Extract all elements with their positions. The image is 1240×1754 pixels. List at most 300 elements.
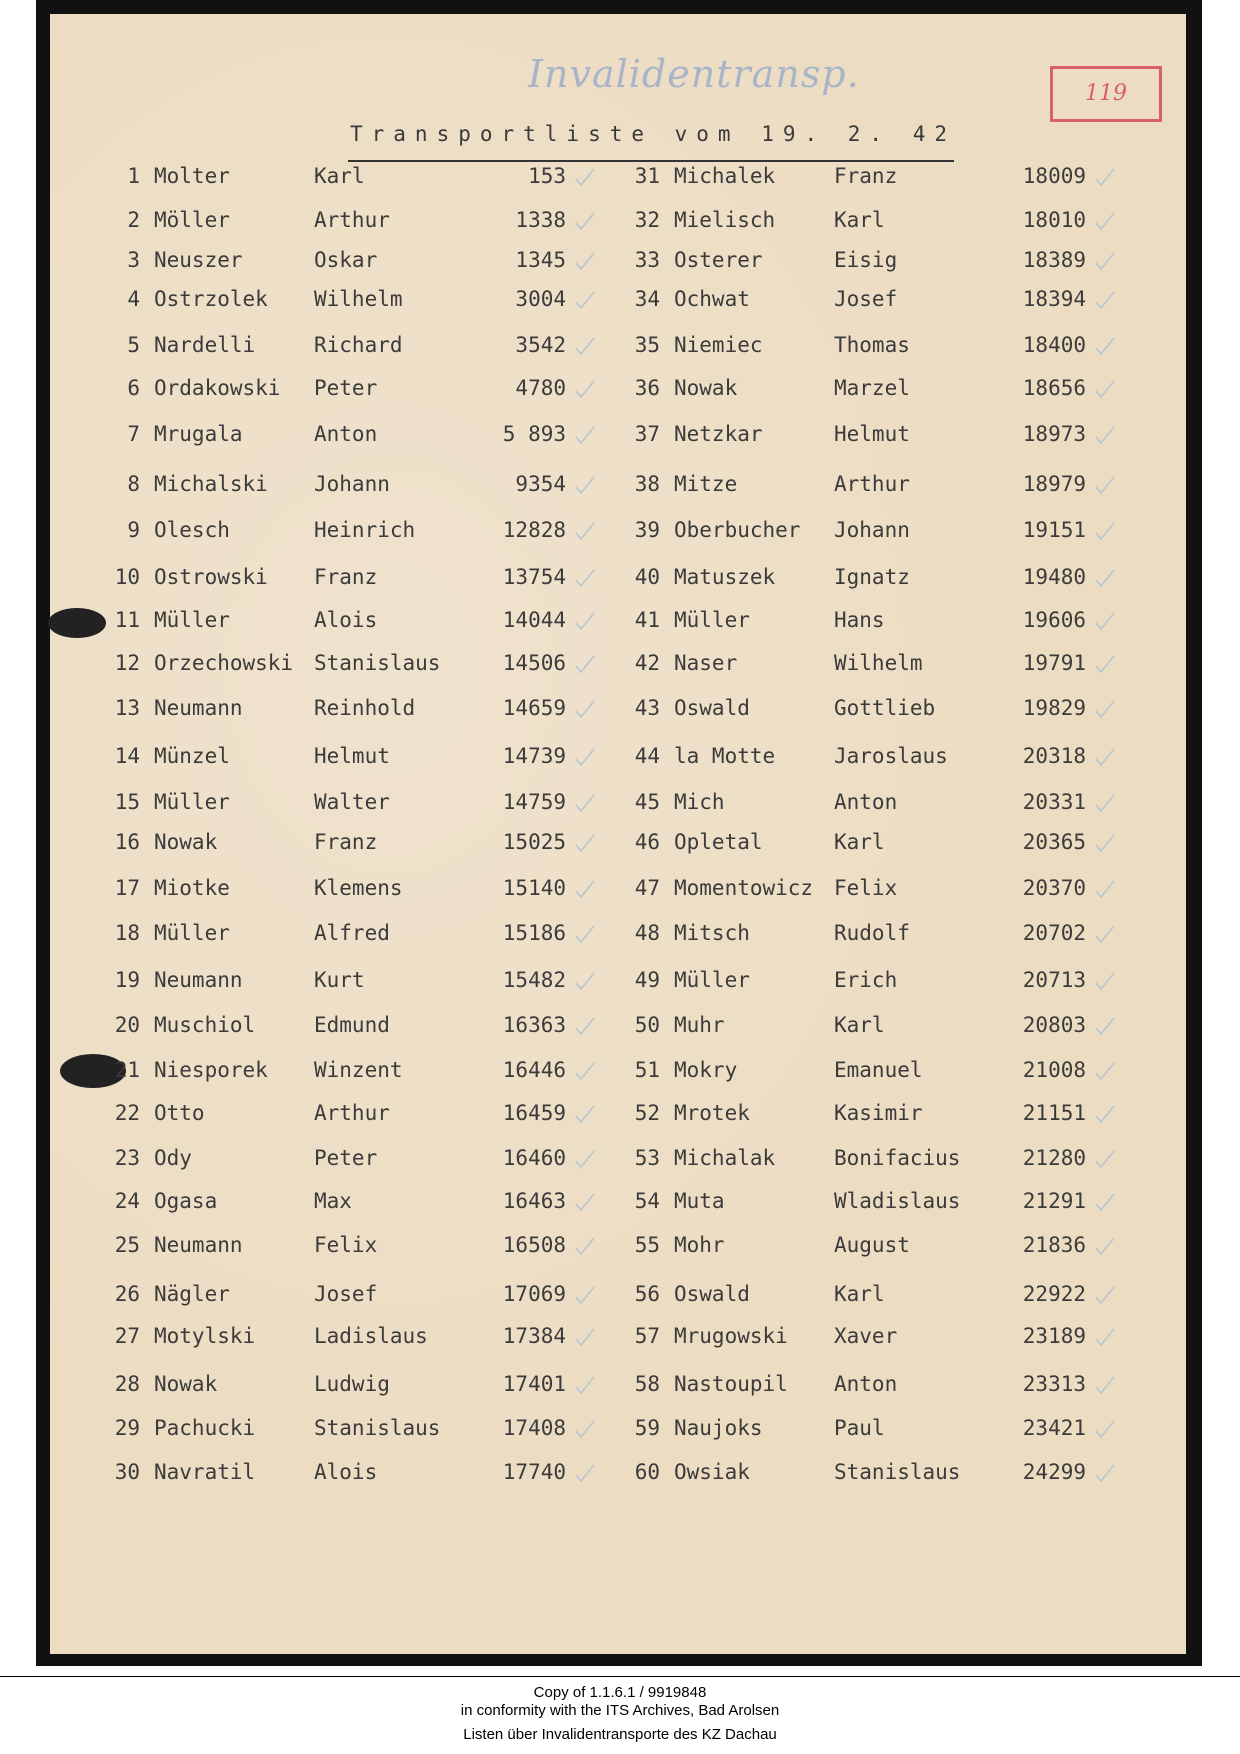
entry-surname: Owsiak: [674, 1460, 750, 1484]
list-entry: [100, 790, 620, 820]
entry-prisoner-number: 18009: [1022, 164, 1086, 188]
list-entry: [620, 1058, 1140, 1088]
list-entry: [100, 1058, 620, 1088]
list-entry: [620, 876, 1140, 906]
entry-prisoner-number: 18389: [1022, 248, 1086, 272]
entry-surname: Mrugowski: [674, 1324, 788, 1348]
entry-firstname: Oskar: [314, 248, 378, 272]
list-entry: [100, 208, 620, 238]
entry-surname: Ostrowski: [154, 565, 268, 589]
entry-prisoner-number: 20713: [1022, 968, 1086, 992]
entry-surname: Mohr: [674, 1233, 725, 1257]
entry-number: 26: [114, 1282, 140, 1306]
entry-firstname: Winzent: [314, 1058, 403, 1082]
list-entry: [620, 608, 1140, 638]
entry-firstname: Wilhelm: [834, 651, 923, 675]
list-entry: [100, 472, 620, 502]
list-entry: [100, 1146, 620, 1176]
entry-prisoner-number: 14506: [502, 651, 566, 675]
check-mark-icon: [574, 474, 596, 496]
entry-surname: Neuszer: [154, 248, 243, 272]
entry-firstname: Arthur: [834, 472, 910, 496]
check-mark-icon: [1094, 792, 1116, 814]
list-entry: [100, 744, 620, 774]
list-entry: [620, 1233, 1140, 1263]
entry-surname: Ostrzolek: [154, 287, 268, 311]
entry-prisoner-number: 21008: [1022, 1058, 1086, 1082]
entry-prisoner-number: 16463: [502, 1189, 566, 1213]
entry-firstname: Franz: [314, 565, 378, 589]
list-entry: [620, 1013, 1140, 1043]
list-entry: [620, 376, 1140, 406]
entry-prisoner-number: 16508: [502, 1233, 566, 1257]
entry-surname: Münzel: [154, 744, 230, 768]
entry-prisoner-number: 15140: [502, 876, 566, 900]
list-entry: [620, 472, 1140, 502]
entry-number: 34: [634, 287, 660, 311]
entry-prisoner-number: 16460: [502, 1146, 566, 1170]
check-mark-icon: [574, 210, 596, 232]
entry-number: 24: [114, 1189, 140, 1213]
check-mark-icon: [1094, 335, 1116, 357]
check-mark-icon: [574, 520, 596, 542]
entry-firstname: Karl: [834, 1013, 885, 1037]
entry-surname: Mrugala: [154, 422, 243, 446]
entry-firstname: Jaroslaus: [834, 744, 948, 768]
entry-prisoner-number: 5 893: [502, 422, 566, 446]
entry-prisoner-number: 15186: [502, 921, 566, 945]
entry-prisoner-number: 21151: [1022, 1101, 1086, 1125]
entry-firstname: Johann: [314, 472, 390, 496]
footer-conformity: in conformity with the ITS Archives, Bad Arolsen: [460, 1702, 780, 1719]
check-mark-icon: [1094, 210, 1116, 232]
entry-prisoner-number: 13754: [502, 565, 566, 589]
entry-number: 30: [114, 1460, 140, 1484]
list-entry: [100, 422, 620, 452]
entry-surname: Opletal: [674, 830, 763, 854]
entry-number: 50: [634, 1013, 660, 1037]
entry-prisoner-number: 19606: [1022, 608, 1086, 632]
entry-surname: Niemiec: [674, 333, 763, 357]
entry-number: 49: [634, 968, 660, 992]
entry-firstname: Karl: [834, 208, 885, 232]
footer-collection: Listen über Invalidentransporte des KZ Dachau: [463, 1726, 777, 1743]
entry-number: 44: [634, 744, 660, 768]
list-entry: [100, 1233, 620, 1263]
entry-number: 51: [634, 1058, 660, 1082]
entry-prisoner-number: 23313: [1022, 1372, 1086, 1396]
list-entry: [100, 968, 620, 998]
entry-prisoner-number: 19151: [1022, 518, 1086, 542]
entry-firstname: Felix: [834, 876, 898, 900]
entry-prisoner-number: 18400: [1022, 333, 1086, 357]
entry-number: 37: [634, 422, 660, 446]
entry-number: 11: [114, 608, 140, 632]
entry-number: 25: [114, 1233, 140, 1257]
list-entry: [100, 333, 620, 363]
list-entry: [620, 422, 1140, 452]
entry-number: 10: [114, 565, 140, 589]
entry-firstname: Thomas: [834, 333, 910, 357]
check-mark-icon: [574, 335, 596, 357]
entry-firstname: Paul: [834, 1416, 885, 1440]
entry-prisoner-number: 153: [528, 164, 566, 188]
check-mark-icon: [1094, 1374, 1116, 1396]
entry-prisoner-number: 19791: [1022, 651, 1086, 675]
entry-prisoner-number: 9354: [515, 472, 566, 496]
entry-firstname: Franz: [834, 164, 898, 188]
entry-surname: Mitsch: [674, 921, 750, 945]
footer-copy-ref: Copy of 1.1.6.1 / 9919848: [533, 1684, 707, 1701]
list-entry: [620, 968, 1140, 998]
entry-firstname: Helmut: [314, 744, 390, 768]
check-mark-icon: [574, 698, 596, 720]
entry-firstname: Stanislaus: [314, 651, 441, 675]
entry-prisoner-number: 18394: [1022, 287, 1086, 311]
entry-prisoner-number: 18656: [1022, 376, 1086, 400]
list-entry: [100, 1460, 620, 1490]
entry-firstname: Karl: [314, 164, 365, 188]
check-mark-icon: [1094, 1015, 1116, 1037]
entry-prisoner-number: 3004: [515, 287, 566, 311]
entry-firstname: Karl: [834, 1282, 885, 1306]
check-mark-icon: [1094, 653, 1116, 675]
entry-surname: Netzkar: [674, 422, 763, 446]
entry-surname: Michalek: [674, 164, 776, 188]
check-mark-icon: [1094, 1148, 1116, 1170]
list-entry: [100, 565, 620, 595]
entry-number: 29: [114, 1416, 140, 1440]
entry-prisoner-number: 15482: [502, 968, 566, 992]
entry-firstname: Ladislaus: [314, 1324, 428, 1348]
entry-number: 35: [634, 333, 660, 357]
entry-firstname: Peter: [314, 1146, 378, 1170]
entry-surname: Nägler: [154, 1282, 230, 1306]
check-mark-icon: [574, 1418, 596, 1440]
entry-firstname: Anton: [314, 422, 378, 446]
entry-surname: Momentowicz: [674, 876, 814, 900]
check-mark-icon: [1094, 1284, 1116, 1306]
check-mark-icon: [1094, 1060, 1116, 1082]
entry-surname: Navratil: [154, 1460, 256, 1484]
entry-firstname: Franz: [314, 830, 378, 854]
check-mark-icon: [574, 878, 596, 900]
entry-firstname: Emanuel: [834, 1058, 923, 1082]
entry-number: 17: [114, 876, 140, 900]
footer-divider: [0, 1676, 1240, 1677]
check-mark-icon: [1094, 474, 1116, 496]
entry-surname: Mitze: [674, 472, 738, 496]
entry-prisoner-number: 21836: [1022, 1233, 1086, 1257]
list-entry: [100, 1189, 620, 1219]
entry-surname: Muta: [674, 1189, 725, 1213]
entry-firstname: Josef: [314, 1282, 378, 1306]
list-entry: [100, 287, 620, 317]
check-mark-icon: [1094, 1462, 1116, 1484]
entry-number: 22: [114, 1101, 140, 1125]
list-entry: [100, 1101, 620, 1131]
entry-surname: Nowak: [154, 830, 218, 854]
list-entry: [100, 696, 620, 726]
entry-firstname: Reinhold: [314, 696, 416, 720]
entry-surname: Oswald: [674, 1282, 750, 1306]
check-mark-icon: [1094, 746, 1116, 768]
entry-prisoner-number: 23421: [1022, 1416, 1086, 1440]
entry-surname: Pachucki: [154, 1416, 256, 1440]
entry-surname: Nowak: [154, 1372, 218, 1396]
list-entry: [100, 1324, 620, 1354]
entry-prisoner-number: 18973: [1022, 422, 1086, 446]
entry-prisoner-number: 16446: [502, 1058, 566, 1082]
list-entry: [620, 287, 1140, 317]
entry-firstname: Edmund: [314, 1013, 390, 1037]
entry-number: 45: [634, 790, 660, 814]
entry-prisoner-number: 18010: [1022, 208, 1086, 232]
check-mark-icon: [574, 289, 596, 311]
list-entry: [100, 1282, 620, 1312]
entry-surname: Nastoupil: [674, 1372, 788, 1396]
list-entry: [620, 1372, 1140, 1402]
list-entry: [620, 333, 1140, 363]
entry-surname: Mielisch: [674, 208, 776, 232]
check-mark-icon: [574, 567, 596, 589]
list-entry: [100, 248, 620, 278]
entry-prisoner-number: 20365: [1022, 830, 1086, 854]
entry-firstname: Max: [314, 1189, 352, 1213]
entry-surname: Oberbucher: [674, 518, 801, 542]
entry-surname: Olesch: [154, 518, 230, 542]
entry-surname: Muschiol: [154, 1013, 256, 1037]
entry-number: 42: [634, 651, 660, 675]
entry-number: 43: [634, 696, 660, 720]
entry-prisoner-number: 20318: [1022, 744, 1086, 768]
check-mark-icon: [574, 378, 596, 400]
list-entry: [620, 1101, 1140, 1131]
check-mark-icon: [1094, 424, 1116, 446]
entry-number: 19: [114, 968, 140, 992]
entry-surname: Oswald: [674, 696, 750, 720]
check-mark-icon: [574, 792, 596, 814]
entry-surname: Matuszek: [674, 565, 776, 589]
entry-surname: Nardelli: [154, 333, 256, 357]
list-entry: [100, 1013, 620, 1043]
entry-number: 27: [114, 1324, 140, 1348]
check-mark-icon: [574, 1103, 596, 1125]
entry-number: 59: [634, 1416, 660, 1440]
entry-surname: Mrotek: [674, 1101, 750, 1125]
entry-surname: Niesporek: [154, 1058, 268, 1082]
entry-firstname: Ludwig: [314, 1372, 390, 1396]
list-entry: [620, 1416, 1140, 1446]
entry-firstname: Arthur: [314, 1101, 390, 1125]
entry-firstname: Eisig: [834, 248, 898, 272]
entry-firstname: Gottlieb: [834, 696, 936, 720]
entry-number: 6: [127, 376, 140, 400]
check-mark-icon: [1094, 1235, 1116, 1257]
entry-prisoner-number: 20803: [1022, 1013, 1086, 1037]
check-mark-icon: [574, 250, 596, 272]
entry-firstname: August: [834, 1233, 910, 1257]
entry-firstname: Felix: [314, 1233, 378, 1257]
list-entry: [620, 1282, 1140, 1312]
check-mark-icon: [574, 970, 596, 992]
entry-firstname: Walter: [314, 790, 390, 814]
entry-surname: Osterer: [674, 248, 763, 272]
entry-firstname: Wilhelm: [314, 287, 403, 311]
entry-surname: Mokry: [674, 1058, 738, 1082]
check-mark-icon: [574, 1235, 596, 1257]
list-entry: [620, 1189, 1140, 1219]
entry-number: 57: [634, 1324, 660, 1348]
list-entry: [620, 518, 1140, 548]
check-mark-icon: [574, 1148, 596, 1170]
entry-firstname: Alfred: [314, 921, 390, 945]
entry-number: 23: [114, 1146, 140, 1170]
entry-prisoner-number: 3542: [515, 333, 566, 357]
check-mark-icon: [1094, 250, 1116, 272]
entry-number: 60: [634, 1460, 660, 1484]
entry-number: 16: [114, 830, 140, 854]
document-page: [50, 14, 1186, 1654]
entry-firstname: Alois: [314, 608, 378, 632]
list-entry: [100, 608, 620, 638]
check-mark-icon: [574, 610, 596, 632]
entry-prisoner-number: 17740: [502, 1460, 566, 1484]
entry-firstname: Marzel: [834, 376, 910, 400]
entry-number: 52: [634, 1101, 660, 1125]
entry-number: 32: [634, 208, 660, 232]
entry-number: 9: [127, 518, 140, 542]
entry-prisoner-number: 1338: [515, 208, 566, 232]
list-entry: [620, 830, 1140, 860]
list-entry: [620, 651, 1140, 681]
entry-prisoner-number: 1345: [515, 248, 566, 272]
list-entry: [620, 565, 1140, 595]
entry-prisoner-number: 19480: [1022, 565, 1086, 589]
check-mark-icon: [574, 653, 596, 675]
list-entry: [620, 1146, 1140, 1176]
entry-prisoner-number: 20331: [1022, 790, 1086, 814]
entry-surname: Michalak: [674, 1146, 776, 1170]
entry-surname: Naujoks: [674, 1416, 763, 1440]
entry-firstname: Klemens: [314, 876, 403, 900]
list-entry: [100, 518, 620, 548]
entry-prisoner-number: 4780: [515, 376, 566, 400]
entry-prisoner-number: 14659: [502, 696, 566, 720]
list-entry: [620, 248, 1140, 278]
entry-number: 8: [127, 472, 140, 496]
check-mark-icon: [574, 1191, 596, 1213]
check-mark-icon: [574, 923, 596, 945]
entry-prisoner-number: 14759: [502, 790, 566, 814]
entry-number: 47: [634, 876, 660, 900]
entry-number: 28: [114, 1372, 140, 1396]
entry-prisoner-number: 17408: [502, 1416, 566, 1440]
entry-surname: Miotke: [154, 876, 230, 900]
entry-firstname: Erich: [834, 968, 898, 992]
entry-number: 18: [114, 921, 140, 945]
entry-number: 53: [634, 1146, 660, 1170]
entry-firstname: Kasimir: [834, 1101, 923, 1125]
check-mark-icon: [574, 166, 596, 188]
list-entry: [620, 744, 1140, 774]
entry-number: 55: [634, 1233, 660, 1257]
list-entry: [620, 164, 1140, 194]
entry-number: 12: [114, 651, 140, 675]
entry-number: 39: [634, 518, 660, 542]
list-entry: [620, 1324, 1140, 1354]
entry-number: 46: [634, 830, 660, 854]
list-entry: [620, 1460, 1140, 1490]
entry-surname: Naser: [674, 651, 738, 675]
entry-prisoner-number: 16363: [502, 1013, 566, 1037]
page-title: Transportliste vom 19. 2. 42: [350, 122, 957, 146]
entry-firstname: Xaver: [834, 1324, 898, 1348]
entry-prisoner-number: 17069: [502, 1282, 566, 1306]
entry-surname: Muhr: [674, 1013, 725, 1037]
entry-firstname: Rudolf: [834, 921, 910, 945]
entry-surname: Ochwat: [674, 287, 750, 311]
entry-surname: Orzechowski: [154, 651, 294, 675]
entry-prisoner-number: 20702: [1022, 921, 1086, 945]
list-entry: [620, 790, 1140, 820]
entry-prisoner-number: 18979: [1022, 472, 1086, 496]
check-mark-icon: [574, 1326, 596, 1348]
list-entry: [100, 1416, 620, 1446]
entry-prisoner-number: 23189: [1022, 1324, 1086, 1348]
entry-number: 7: [127, 422, 140, 446]
check-mark-icon: [1094, 289, 1116, 311]
entry-number: 41: [634, 608, 660, 632]
list-entry: [100, 164, 620, 194]
entry-prisoner-number: 19829: [1022, 696, 1086, 720]
entry-firstname: Peter: [314, 376, 378, 400]
check-mark-icon: [574, 424, 596, 446]
entry-surname: Möller: [154, 208, 230, 232]
entry-number: 33: [634, 248, 660, 272]
entry-number: 5: [127, 333, 140, 357]
list-entry: [100, 830, 620, 860]
entry-prisoner-number: 20370: [1022, 876, 1086, 900]
entry-firstname: Alois: [314, 1460, 378, 1484]
check-mark-icon: [1094, 832, 1116, 854]
list-entry: [620, 696, 1140, 726]
entry-surname: Mich: [674, 790, 725, 814]
entry-firstname: Kurt: [314, 968, 365, 992]
check-mark-icon: [574, 1060, 596, 1082]
entry-number: 20: [114, 1013, 140, 1037]
entry-prisoner-number: 14739: [502, 744, 566, 768]
check-mark-icon: [1094, 1191, 1116, 1213]
entry-prisoner-number: 21280: [1022, 1146, 1086, 1170]
entry-firstname: Arthur: [314, 208, 390, 232]
check-mark-icon: [1094, 166, 1116, 188]
entry-prisoner-number: 21291: [1022, 1189, 1086, 1213]
entry-surname: Nowak: [674, 376, 738, 400]
entry-number: 15: [114, 790, 140, 814]
entry-firstname: Richard: [314, 333, 403, 357]
check-mark-icon: [574, 1015, 596, 1037]
check-mark-icon: [1094, 520, 1116, 542]
check-mark-icon: [1094, 970, 1116, 992]
entry-surname: Molter: [154, 164, 230, 188]
entry-number: 40: [634, 565, 660, 589]
check-mark-icon: [1094, 567, 1116, 589]
entry-prisoner-number: 16459: [502, 1101, 566, 1125]
entry-surname: Neumann: [154, 696, 243, 720]
entry-surname: Ordakowski: [154, 376, 281, 400]
entry-firstname: Anton: [834, 790, 898, 814]
